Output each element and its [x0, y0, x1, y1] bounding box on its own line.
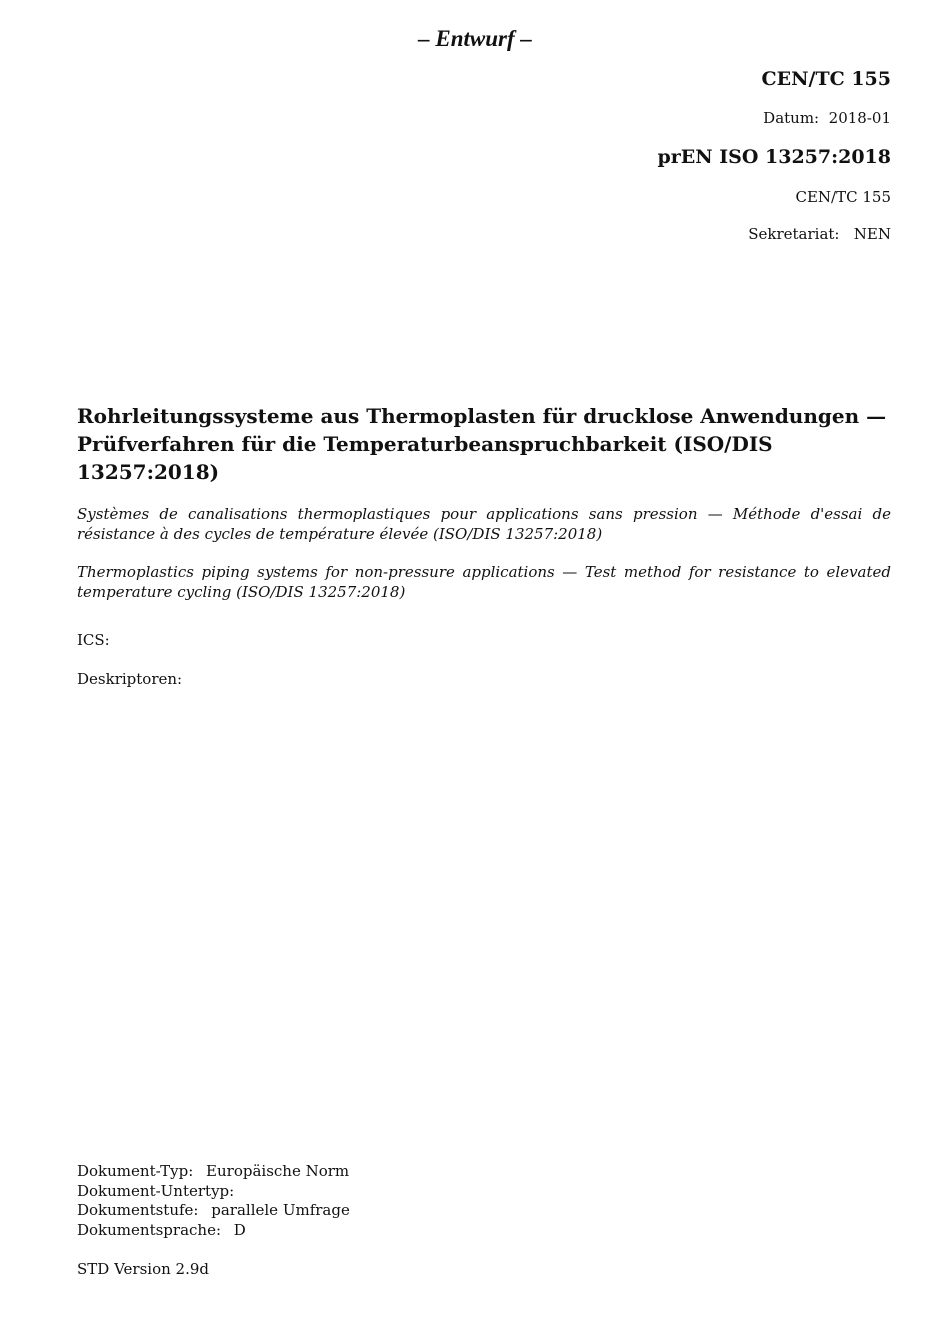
secretariat-label: Sekretariat:	[748, 225, 840, 243]
ics-label: ICS:	[77, 631, 110, 649]
document-subtype-label: Dokument-Untertyp:	[77, 1181, 235, 1200]
document-stage-label: Dokumentstufe:	[77, 1201, 199, 1219]
date-value: 2018-01	[828, 109, 891, 127]
descriptors-label: Deskriptoren:	[77, 670, 183, 688]
english-title: Thermoplastics piping systems for non-pressure applications — Test method for resistance to elevated temperature cycling (ISO/DIS 13257:2018)	[77, 563, 891, 601]
document-language-value: D	[233, 1220, 246, 1239]
title-block	[77, 402, 891, 620]
document-number: prEN ISO 13257:2018	[657, 146, 891, 168]
draft-label: – Entwurf –	[418, 26, 532, 51]
document-stage-value: parallele Umfrage	[211, 1201, 350, 1219]
document-info	[77, 1162, 350, 1240]
date-line	[763, 109, 891, 127]
french-title: Systèmes de canalisations thermoplastiques pour applications sans pression — Méthode d'essai de résistance à des cycles de température élevée (ISO/DIS 13257:2018)	[77, 505, 891, 543]
committee-repeat: CEN/TC 155	[795, 188, 891, 206]
committee: CEN/TC 155	[761, 68, 891, 90]
german-title: Rohrleitungssysteme aus Thermoplasten für drucklose Anwendungen — Prüfverfahren für die Temperaturbeanspruchbarkeit (ISO/DIS 13257:2018)	[77, 404, 887, 484]
document-type-row	[77, 1162, 350, 1182]
std-version: STD Version 2.9d	[77, 1260, 209, 1278]
document-type-value: Europäische Norm	[206, 1162, 350, 1180]
document-language-row	[77, 1221, 350, 1241]
document-stage-row	[77, 1201, 350, 1221]
document-language-label: Dokumentsprache:	[77, 1220, 222, 1239]
secretariat-value: NEN	[853, 225, 891, 243]
document-type-label: Dokument-Typ:	[77, 1162, 194, 1180]
secretariat-line	[748, 225, 891, 243]
document-subtype-row	[77, 1182, 350, 1202]
date-label: Datum:	[763, 109, 820, 127]
